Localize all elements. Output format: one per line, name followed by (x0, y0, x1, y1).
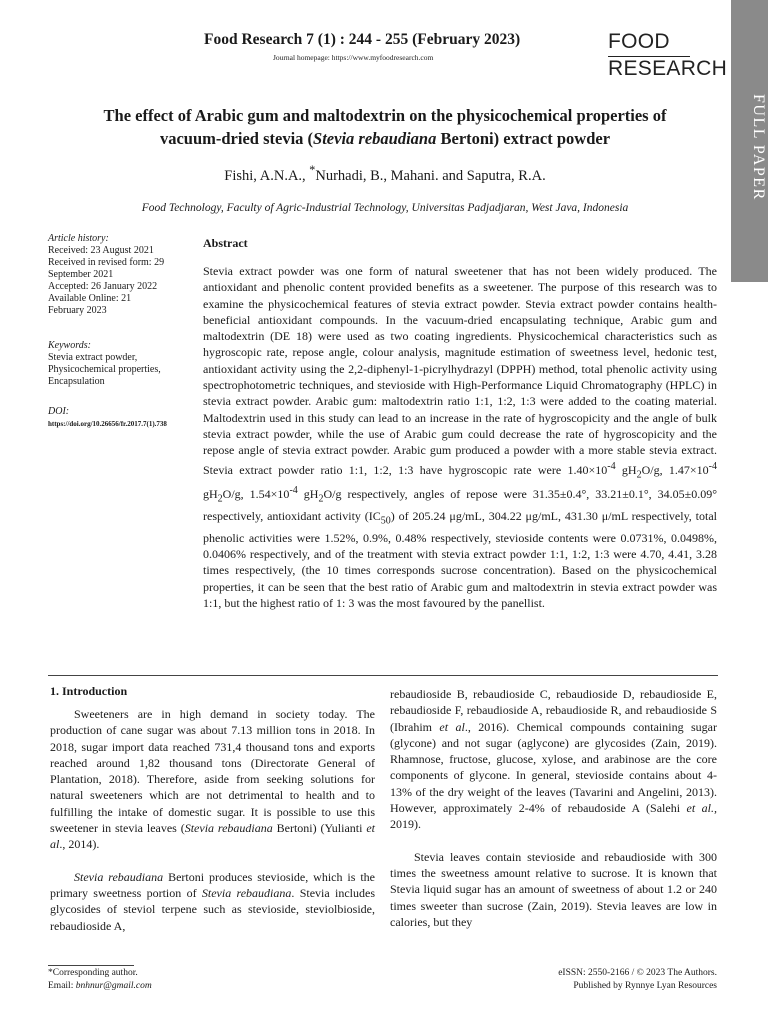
text-run: ., 2016). Chemical compounds containing sugar (glycone) and not sugar (aglycone) are glycosides (Zain, 2019). Rhamnose, fructose, glucose, xylose, and arabinose are the core components of glycone. In general, stevioside contains about 4-13% of the dry weight of the leaves (Tavarini and Angelini, 2013). However, approximately 2-4% of rebaudoside A (Salehi (390, 719, 717, 816)
footnote-rule (48, 965, 134, 966)
logo-line-2: RESEARCH (608, 57, 728, 80)
subscript: 50 (380, 515, 391, 527)
abstract-body (203, 263, 717, 611)
revised-date-2: September 2021 (48, 269, 114, 280)
revised-date-1: Received in revised form: 29 (48, 257, 165, 268)
paragraph: Stevia leaves contain stevioside and rebaudioside with 300 times the sweetness amount relative to sucrose. It is known that Stevia liquid sugar has an amount of sweetness of about 1.2 or 240 times sweeter than sucrose (Zain, 2019). Stevia leaves are low in calories, but they (390, 849, 717, 929)
keyword-item: Stevia extract powder, (48, 352, 138, 363)
exponent: -4 (607, 460, 616, 472)
species-name: Stevia rebaudiana (74, 869, 164, 884)
online-date-1: Available Online: 21 (48, 293, 132, 304)
keyword-item: Encapsulation (48, 376, 105, 387)
doi-link[interactable]: https://doi.org/10.26656/fr.2017.7(1).738 (48, 420, 167, 428)
keywords-label: Keywords: (48, 340, 91, 351)
authors-part-1: Fishi, A.N.A., (224, 167, 310, 184)
species-name: Stevia rebaudiana (184, 821, 273, 836)
exponent: -4 (708, 460, 717, 472)
logo-divider (608, 56, 690, 57)
article-history (48, 233, 193, 317)
text-run: 2019). (390, 817, 421, 832)
abstract-text-6: O/g, 1.54×10 (222, 487, 290, 502)
exponent: -4 (289, 485, 298, 497)
text-run: Bertoni produces stevioside, which is the primary sweetness portion of (50, 869, 375, 900)
abstract-text-5: gH (203, 487, 218, 502)
publisher-info (520, 967, 717, 993)
text-run: ., 2014). (59, 837, 100, 852)
paper-title (60, 104, 710, 150)
abstract-text-1: Stevia extract powder was one form of natural sweetener that has not been widely produced. The antioxidant and phenolic content provided benefits as a sweetener. The purpose of this research was to examine the physicochemical features of stevia extract powder. Stevia extract powder contains health-beneficial antioxidant compounds. In the vacuum-dried encapsulating technique, Arabic gum and maltodextrin (DE 18) were used as two coating ingredients. Physicochemical characteristics such as hygroscopic rate, repose angle, colour analysis, magnitude estimation of sweetness level, hedonic test, antioxidant activity using the 2,2-diphenyl-1-picrylhydrazyl (DPPH) method, total phenolic activity using spectrophotometric techniques, and stevioside with High-Performance Liquid Chromatography (HPLC) in stevia extract powder. Arabic gum: maltodextrin ratio 1:1, 1:2, 1:3 were added to the coating material. Maltodextrin used in this study can lead to an increase in the rate of hygroscopicity and the angle of bulk stevia extract powder, while the use of Arabic gum could decrease the rate of hygroscopicity and the repose angle of stevia extract powder. Arabic gum produced a powder with a more stable stevia extract. Stevia extract powder ratio 1:1, 1:2, 1:3 have hygroscopic rate were (203, 264, 717, 477)
abstract-text-4: O/g, 1.47×10 (641, 462, 709, 477)
title-line-2a: vacuum-dried stevia ( (159, 129, 314, 148)
abstract-text-2: 1.40×10 (567, 462, 608, 477)
authors (60, 163, 710, 185)
received-date: Received: 23 August 2021 (48, 245, 154, 256)
side-tab-label: FULL PAPER (750, 93, 767, 201)
accepted-date: Accepted: 26 January 2022 (48, 281, 158, 292)
paragraph (50, 706, 375, 853)
text-run: . Stevia includes glycosides of steviol terpene such as stevioside, steviolbioside, rebaudioside A, (50, 885, 375, 933)
online-date-2: February 2023 (48, 305, 107, 316)
title-line-2b: Bertoni) extract powder (436, 129, 611, 148)
keyword-item: Physicochemical properties, (48, 364, 161, 375)
journal-homepage[interactable]: Journal homepage: https://www.myfoodresearch.com (273, 53, 434, 62)
logo-line-1: FOOD (608, 30, 670, 53)
email-link[interactable]: bnhnur@gmail.com (75, 981, 152, 991)
intro-right-column (390, 686, 717, 930)
corresponding-mark: * (309, 163, 316, 177)
species-name: Stevia rebaudiana (201, 885, 292, 900)
abstract-text-3: gH (621, 462, 637, 477)
authors-part-2: Nurhadi, B., Mahani. and Saputra, R.A. (315, 167, 546, 184)
et-al: et al (50, 821, 375, 852)
subscript: 2 (318, 493, 324, 505)
paragraph (390, 686, 717, 833)
subscript: 2 (217, 493, 223, 505)
abstract-text-8: O/g respectively, angles of repose were 31.35±0.4°, 33.21±0.1°, 34.05±0.09° respectively, antioxidant activity (IC (203, 487, 717, 523)
title-line-1: The effect of Arabic gum and maltodextrin on the physicochemical properties of (103, 106, 667, 125)
affiliation: Food Technology, Faculty of Agric-Industrial Technology, Universitas Padjadjaran, West Java, Indonesia (141, 202, 629, 214)
keywords (48, 340, 193, 388)
title-species: Stevia rebaudiana (313, 129, 437, 148)
corresponding-label: *Corresponding author. (48, 968, 138, 978)
publisher: Published by Rynnye Lyan Resources (573, 981, 717, 991)
eissn: eISSN: 2550-2166 / © 2023 The Authors. (558, 968, 717, 978)
text-run: rebaudioside B, rebaudioside C, rebaudioside D, rebaudioside E, rebaudioside F, rebaudioside A, rebaudioside R, and rebaudioside S (Ibrahim (390, 687, 717, 734)
text-run: Sweeteners are in high demand in society today. The production of cane sugar was about 7.13 million tons in 2018. In 2018, sugar import data reached 731,4 thousand tons and exports reached around 1,82 thousand tons (Directorate General of Plantation, 2018). Therefore, aside from seeking solutions for natural sweeteners which are not detrimental to health and to fulfilling the intake of domestic sugar. It is possible to use this sweetener in stevia leaves ( (50, 707, 375, 836)
abstract-text-7: gH (303, 487, 319, 502)
abstract-text-9: ) of 205.24 μg/mL, 304.22 μg/mL, 431.30 μ/mL respectively, total phenolic activities were 1.52%, 0.9%, 0.48% respectively, stevioside contents were 0.0731%, 0.0498%, 0.0406% respectively, and of the treatment with stevia extract powder 1:1, 1:2, 1:3 were 4.70, 4.41, 3.28 times respectively, (the 10 times corresponds sucrose concentration). Based on the physicochemical properties, it can be seen that the best ratio of Arabic gum and maltodextrin in stevia extract powder was 1:1, but the highest ratio of 1: 3 was the most favoured by the panellist. (203, 508, 717, 610)
journal-logo (608, 28, 727, 82)
email-label: Email: (48, 981, 76, 991)
doi-block (48, 406, 193, 430)
text-run: Bertoni) (Yulianti (272, 821, 367, 836)
section-divider (48, 675, 718, 676)
doi-label: DOI: (48, 406, 70, 417)
email-line (48, 980, 152, 993)
et-al: et al (439, 719, 465, 734)
section-heading: 1. Introduction (50, 684, 128, 698)
intro-left-column (50, 706, 375, 934)
corresponding-footnote (48, 967, 152, 993)
subscript: 2 (636, 468, 642, 480)
history-label: Article history: (48, 233, 109, 244)
abstract-heading: Abstract (203, 236, 248, 250)
paragraph (50, 869, 375, 934)
et-al: et al., (686, 801, 717, 816)
journal-citation: Food Research 7 (1) : 244 - 255 (February 2023) (204, 31, 521, 48)
